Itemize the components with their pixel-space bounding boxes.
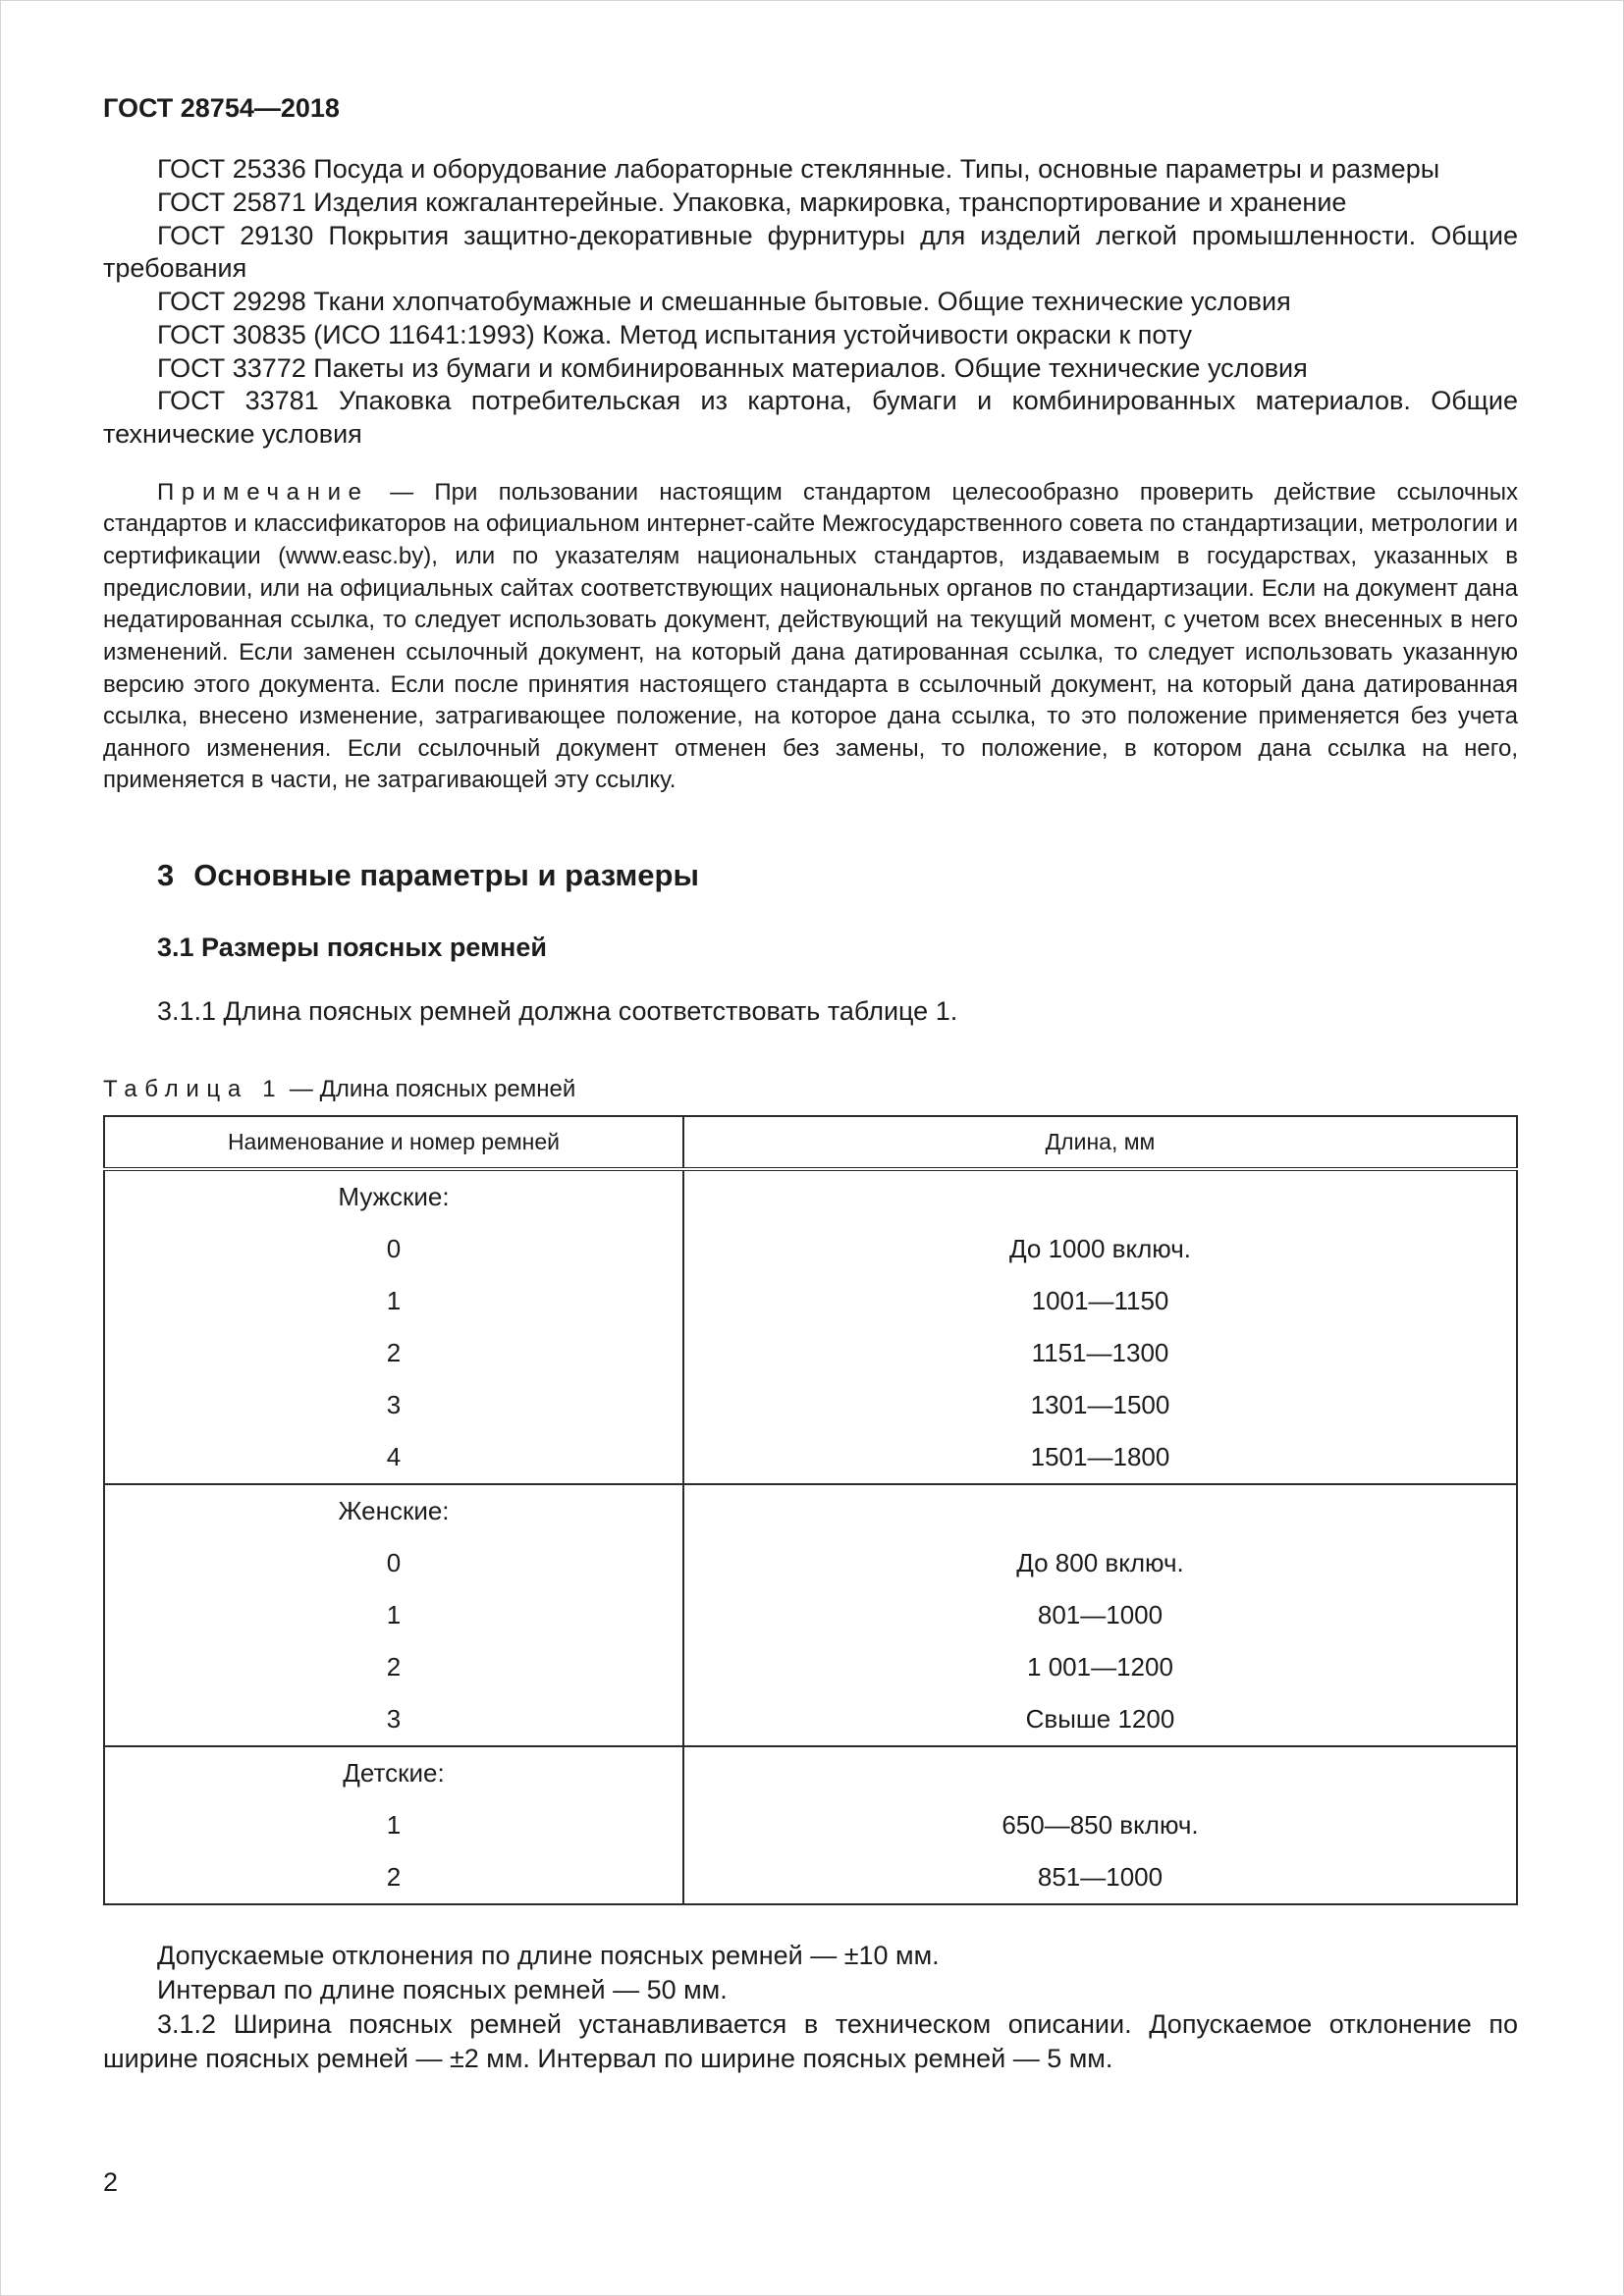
belt-number-cell: 2 bbox=[104, 1851, 683, 1904]
tolerance-paragraph: Допускаемые отклонения по длине поясных ремней — ±10 мм. bbox=[157, 1941, 940, 1971]
belt-length-cell: 1 001—1200 bbox=[1027, 1652, 1173, 1682]
table-row bbox=[104, 1327, 1517, 1379]
belt-number-cell: 2 bbox=[104, 1641, 683, 1693]
table-caption-label: Таблица 1 bbox=[103, 1076, 284, 1103]
group-header-row bbox=[104, 1746, 1517, 1799]
table-row bbox=[104, 1693, 1517, 1746]
paragraph-3-1-2: 3.1.2 Ширина поясных ремней устанавливается в техническом описании. Допускаемое отклонение по ширине поясных ремней — ±2 мм. Интервал по ширине поясных ремней — 5 мм. bbox=[103, 2009, 1518, 2074]
table-row bbox=[104, 1379, 1517, 1431]
belt-length-cell: 1301—1500 bbox=[1030, 1390, 1170, 1420]
empty-cell bbox=[683, 1169, 1517, 1223]
reference-paragraph: ГОСТ 29130 Покрытия защитно-декоративные фурнитуры для изделий легкой промышленности. Общие требования bbox=[103, 220, 1518, 284]
table-row bbox=[104, 1223, 1517, 1275]
belt-length-cell: 801—1000 bbox=[1037, 1600, 1164, 1630]
reference-paragraph: ГОСТ 33781 Упаковка потребительская из картона, бумаги и комбинированных материалов. Общие технические условия bbox=[103, 386, 1518, 449]
group-header-row bbox=[104, 1169, 1517, 1223]
group-name: Детские: bbox=[104, 1746, 683, 1799]
belt-length-cell: 1151—1300 bbox=[1031, 1338, 1169, 1368]
belt-number-cell: 1 bbox=[104, 1275, 683, 1327]
paragraph-3-1-1: 3.1.1 Длина поясных ремней должна соответствовать таблице 1. bbox=[157, 996, 958, 1026]
note-label: Примечание bbox=[157, 478, 369, 506]
belt-length-cell: 650—850 включ. bbox=[1001, 1810, 1199, 1841]
column-header-length: Длина, мм bbox=[683, 1116, 1517, 1169]
subsection-heading: 3.1 Размеры поясных ремней bbox=[157, 933, 547, 962]
empty-cell bbox=[683, 1746, 1517, 1799]
table-caption-text: — Длина поясных ремней bbox=[289, 1076, 576, 1103]
section-number: 3 bbox=[157, 858, 175, 892]
reference-paragraph: ГОСТ 33772 Пакеты из бумаги и комбинированных материалов. Общие технические условия bbox=[157, 352, 1308, 383]
table-row bbox=[104, 1799, 1517, 1851]
belt-number-cell: 4 bbox=[104, 1431, 683, 1484]
table-row bbox=[104, 1851, 1517, 1904]
section-title: Основные параметры и размеры bbox=[193, 858, 699, 892]
belt-length-cell: 1501—1800 bbox=[1030, 1442, 1170, 1472]
table-caption bbox=[103, 1076, 1518, 1103]
belt-number-cell: 0 bbox=[104, 1223, 683, 1275]
reference-paragraph: ГОСТ 29298 Ткани хлопчатобумажные и смешанные бытовые. Общие технические условия bbox=[157, 287, 1291, 316]
table-header-row bbox=[104, 1116, 1517, 1169]
belt-length-cell: Свыше 1200 bbox=[1025, 1704, 1175, 1735]
belt-number-cell: 0 bbox=[104, 1537, 683, 1589]
belt-length-cell: 851—1000 bbox=[1037, 1862, 1164, 1893]
group-name: Мужские: bbox=[104, 1169, 683, 1223]
interval-paragraph: Интервал по длине поясных ремней — 50 мм. bbox=[157, 1975, 728, 2005]
belt-length-table bbox=[103, 1115, 1518, 1905]
section-heading bbox=[103, 858, 1518, 893]
table-row bbox=[104, 1537, 1517, 1589]
reference-paragraph: ГОСТ 30835 (ИСО 11641:1993) Кожа. Метод испытания устойчивости окраски к поту bbox=[157, 319, 1193, 349]
document-header: ГОСТ 28754—2018 bbox=[103, 93, 340, 123]
belt-length-cell: До 1000 включ. bbox=[1008, 1234, 1191, 1264]
table-row bbox=[104, 1431, 1517, 1484]
belt-length-cell: 1001—1150 bbox=[1031, 1286, 1169, 1316]
belt-number-cell: 3 bbox=[104, 1693, 683, 1746]
belt-number-cell: 3 bbox=[104, 1379, 683, 1431]
reference-paragraph: ГОСТ 25871 Изделия кожгалантерейные. Упаковка, маркировка, транспортирование и хранение bbox=[157, 187, 1347, 217]
reference-paragraph: ГОСТ 25336 Посуда и оборудование лабораторные стеклянные. Типы, основные параметры и размеры bbox=[157, 154, 1440, 184]
belt-length-cell: До 800 включ. bbox=[1016, 1548, 1184, 1578]
page-number: 2 bbox=[103, 2167, 119, 2197]
belt-number-cell: 2 bbox=[104, 1327, 683, 1379]
empty-cell bbox=[683, 1484, 1517, 1537]
belt-number-cell: 1 bbox=[104, 1799, 683, 1851]
note-text: — При пользовании настоящим стандартом целесообразно проверить действие ссылочных стандартов и классификаторов на официальном интернет-сайте Межгосударственного совета по стандартизации, метрологии и сертификации (www.easc.by), или по указателям национальных стандартов, издаваемым в государствах, указанных в предисловии, или на официальных сайтах соответствующих национальных органов по стандартизации. Если на документ дана недатированная ссылка, то следует использовать документ, действующий на текущий момент, с учетом всех внесенных в него изменений. Если заменен ссылочный документ, на который дана датированная ссылка, то следует использовать указанную версию этого документа. Если после принятия настоящего стандарта в ссылочный документ, на который дана датированная ссылка, внесено изменение, затрагивающее положение, на которое дана ссылка, то это положение применяется без учета данного изменения. Если ссылочный документ отменен без замены, то положение, в котором дана ссылка на него, применяется в части, не затрагивающей эту ссылку. bbox=[103, 478, 1518, 794]
table-row bbox=[104, 1589, 1517, 1641]
table-row bbox=[104, 1641, 1517, 1693]
note-paragraph bbox=[103, 477, 1518, 797]
column-header-name: Наименование и номер ремней bbox=[104, 1116, 683, 1169]
group-name: Женские: bbox=[104, 1484, 683, 1537]
table-row bbox=[104, 1275, 1517, 1327]
belt-number-cell: 1 bbox=[104, 1589, 683, 1641]
group-header-row bbox=[104, 1484, 1517, 1537]
